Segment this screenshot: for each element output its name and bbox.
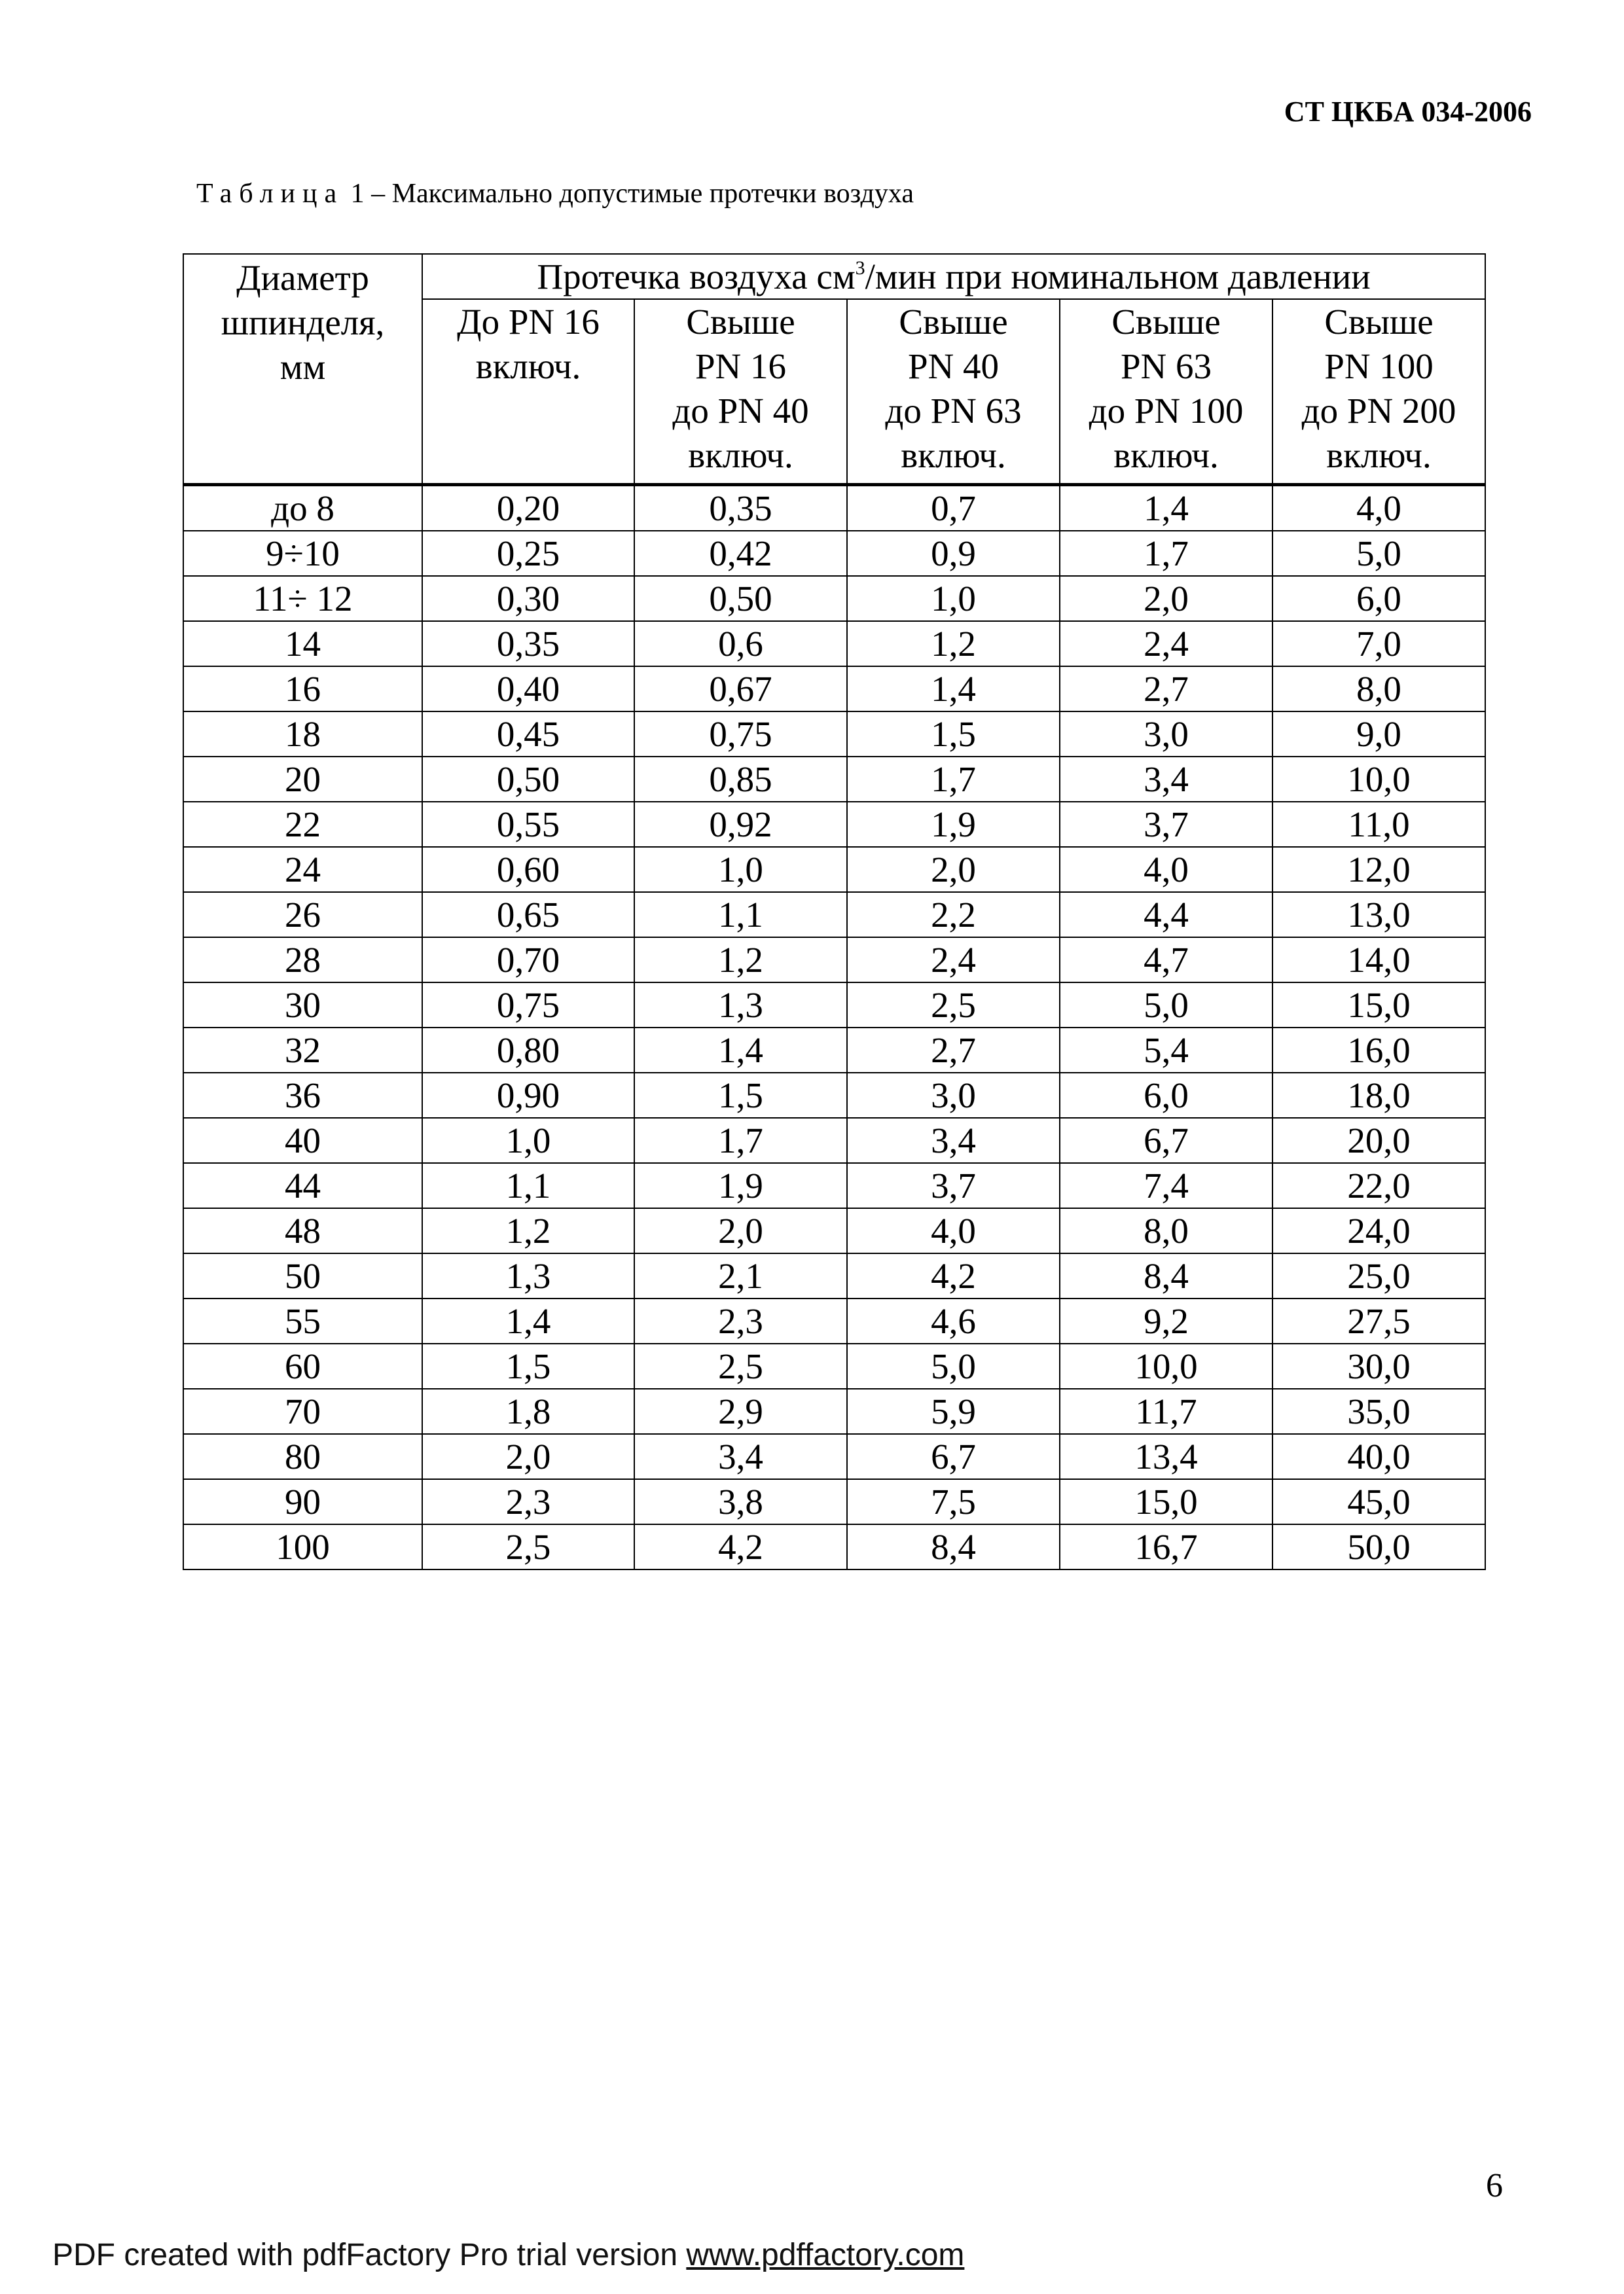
pressure-header-pn40-63: Свыше PN 40 до PN 63 включ. bbox=[847, 299, 1060, 485]
table-row bbox=[183, 982, 1485, 1028]
diameter-cell: 18 bbox=[183, 711, 422, 757]
leakage-value-cell: 2,9 bbox=[634, 1389, 847, 1434]
table-row bbox=[183, 576, 1485, 621]
leakage-table bbox=[183, 253, 1486, 1570]
leakage-value-cell: 0,60 bbox=[422, 847, 634, 892]
leakage-value-cell: 2,0 bbox=[847, 847, 1060, 892]
leakage-value-cell: 1,4 bbox=[422, 1299, 634, 1344]
leakage-value-cell: 4,6 bbox=[847, 1299, 1060, 1344]
diameter-header-line: шпинделя, bbox=[221, 302, 385, 342]
diameter-cell: 14 bbox=[183, 621, 422, 666]
leakage-group-header: Протечка воздуха $см^3$/мин при номинальном давлении bbox=[422, 254, 1485, 299]
table-row bbox=[183, 1208, 1485, 1253]
leakage-value-cell: 0,65 bbox=[422, 892, 634, 937]
leakage-value-cell: 6,7 bbox=[847, 1434, 1060, 1479]
diameter-cell: 22 bbox=[183, 802, 422, 847]
leakage-value-cell: 3,7 bbox=[847, 1163, 1060, 1208]
diameter-header-line: Диаметр bbox=[236, 258, 369, 298]
diameter-cell: 32 bbox=[183, 1028, 422, 1073]
table-row bbox=[183, 892, 1485, 937]
leakage-value-cell: 1,1 bbox=[422, 1163, 634, 1208]
table-row bbox=[183, 531, 1485, 576]
leakage-value-cell: 5,4 bbox=[1060, 1028, 1272, 1073]
leakage-value-cell: 9,2 bbox=[1060, 1299, 1272, 1344]
leakage-value-cell: 9,0 bbox=[1272, 711, 1485, 757]
leakage-value-cell: 1,5 bbox=[422, 1344, 634, 1389]
leakage-value-cell: 8,0 bbox=[1272, 666, 1485, 711]
leakage-value-cell: 35,0 bbox=[1272, 1389, 1485, 1434]
leakage-value-cell: 10,0 bbox=[1060, 1344, 1272, 1389]
pressure-header-pn100-200: Свыше PN 100 до PN 200 включ. bbox=[1272, 299, 1485, 485]
leakage-value-cell: 22,0 bbox=[1272, 1163, 1485, 1208]
leakage-value-cell: 0,55 bbox=[422, 802, 634, 847]
leakage-value-cell: 1,3 bbox=[634, 982, 847, 1028]
table-row bbox=[183, 1479, 1485, 1524]
pressure-header-pn63-100: Свыше PN 63 до PN 100 включ. bbox=[1060, 299, 1272, 485]
leakage-value-cell: 1,2 bbox=[847, 621, 1060, 666]
diameter-cell: до 8 bbox=[183, 485, 422, 531]
leakage-value-cell: 2,5 bbox=[634, 1344, 847, 1389]
caption-dash: – bbox=[364, 179, 392, 209]
diameter-cell: 11÷ 12 bbox=[183, 576, 422, 621]
leakage-value-cell: 11,7 bbox=[1060, 1389, 1272, 1434]
diameter-cell: 36 bbox=[183, 1073, 422, 1118]
diameter-cell: 30 bbox=[183, 982, 422, 1028]
diameter-cell: 60 bbox=[183, 1344, 422, 1389]
leakage-value-cell: 1,0 bbox=[422, 1118, 634, 1163]
leakage-value-cell: 2,1 bbox=[634, 1253, 847, 1299]
leakage-value-cell: 14,0 bbox=[1272, 937, 1485, 982]
leakage-value-cell: 2,5 bbox=[847, 982, 1060, 1028]
document-code: СТ ЦКБА 034-2006 bbox=[1284, 96, 1532, 128]
diameter-cell: 55 bbox=[183, 1299, 422, 1344]
leakage-value-cell: 50,0 bbox=[1272, 1524, 1485, 1569]
table-row bbox=[183, 485, 1485, 531]
leakage-value-cell: 0,80 bbox=[422, 1028, 634, 1073]
leakage-value-cell: 16,0 bbox=[1272, 1028, 1485, 1073]
diameter-cell: 44 bbox=[183, 1163, 422, 1208]
leakage-value-cell: 2,3 bbox=[634, 1299, 847, 1344]
leakage-value-cell: 16,7 bbox=[1060, 1524, 1272, 1569]
table-row bbox=[183, 937, 1485, 982]
leakage-value-cell: 1,7 bbox=[1060, 531, 1272, 576]
leakage-value-cell: 11,0 bbox=[1272, 802, 1485, 847]
leakage-value-cell: 1,1 bbox=[634, 892, 847, 937]
leakage-value-cell: 0,35 bbox=[422, 621, 634, 666]
table-row bbox=[183, 1434, 1485, 1479]
table-row bbox=[183, 1389, 1485, 1434]
leakage-value-cell: 1,2 bbox=[634, 937, 847, 982]
diameter-header bbox=[183, 254, 422, 485]
table-row bbox=[183, 666, 1485, 711]
leakage-value-cell: 4,0 bbox=[847, 1208, 1060, 1253]
leakage-value-cell: 1,3 bbox=[422, 1253, 634, 1299]
diameter-cell: 16 bbox=[183, 666, 422, 711]
table-row bbox=[183, 1524, 1485, 1569]
leakage-value-cell: 7,4 bbox=[1060, 1163, 1272, 1208]
leakage-value-cell: 4,0 bbox=[1272, 485, 1485, 531]
leakage-value-cell: 7,5 bbox=[847, 1479, 1060, 1524]
leakage-value-cell: 1,4 bbox=[634, 1028, 847, 1073]
leakage-value-cell: 20,0 bbox=[1272, 1118, 1485, 1163]
caption-label: Таблица bbox=[196, 179, 344, 209]
leakage-value-cell: 0,85 bbox=[634, 757, 847, 802]
leakage-value-cell: 1,9 bbox=[634, 1163, 847, 1208]
table-row bbox=[183, 1163, 1485, 1208]
leakage-value-cell: 1,8 bbox=[422, 1389, 634, 1434]
leakage-value-cell: 24,0 bbox=[1272, 1208, 1485, 1253]
leakage-value-cell: 1,0 bbox=[847, 576, 1060, 621]
diameter-cell: 50 bbox=[183, 1253, 422, 1299]
diameter-header-line: мм bbox=[280, 347, 326, 387]
caption-number: 1 bbox=[350, 179, 365, 209]
leakage-value-cell: 0,42 bbox=[634, 531, 847, 576]
leakage-value-cell: 0,45 bbox=[422, 711, 634, 757]
leakage-value-cell: 0,90 bbox=[422, 1073, 634, 1118]
leakage-value-cell: 0,7 bbox=[847, 485, 1060, 531]
leakage-value-cell: 0,20 bbox=[422, 485, 634, 531]
table-row bbox=[183, 847, 1485, 892]
leakage-value-cell: 0,70 bbox=[422, 937, 634, 982]
leakage-value-cell: 8,0 bbox=[1060, 1208, 1272, 1253]
leakage-value-cell: 0,67 bbox=[634, 666, 847, 711]
leakage-value-cell: 1,5 bbox=[847, 711, 1060, 757]
leakage-value-cell: 4,7 bbox=[1060, 937, 1272, 982]
leakage-value-cell: 45,0 bbox=[1272, 1479, 1485, 1524]
diameter-cell: 9÷10 bbox=[183, 531, 422, 576]
table-row bbox=[183, 757, 1485, 802]
leakage-value-cell: 2,7 bbox=[847, 1028, 1060, 1073]
table-row bbox=[183, 1028, 1485, 1073]
leakage-value-cell: 5,9 bbox=[847, 1389, 1060, 1434]
leakage-value-cell: 1,9 bbox=[847, 802, 1060, 847]
leakage-value-cell: 2,5 bbox=[422, 1524, 634, 1569]
leakage-value-cell: 7,0 bbox=[1272, 621, 1485, 666]
leakage-value-cell: 30,0 bbox=[1272, 1344, 1485, 1389]
leakage-value-cell: 5,0 bbox=[847, 1344, 1060, 1389]
footer-link[interactable]: www.pdffactory.com bbox=[686, 2238, 965, 2272]
diameter-cell: 40 bbox=[183, 1118, 422, 1163]
leakage-value-cell: 3,4 bbox=[847, 1118, 1060, 1163]
leakage-value-cell: 4,2 bbox=[634, 1524, 847, 1569]
table-row bbox=[183, 802, 1485, 847]
leakage-value-cell: 0,9 bbox=[847, 531, 1060, 576]
diameter-cell: 28 bbox=[183, 937, 422, 982]
leakage-value-cell: 8,4 bbox=[847, 1524, 1060, 1569]
table-row bbox=[183, 1344, 1485, 1389]
leakage-value-cell: 40,0 bbox=[1272, 1434, 1485, 1479]
diameter-cell: 48 bbox=[183, 1208, 422, 1253]
leakage-value-cell: 0,30 bbox=[422, 576, 634, 621]
diameter-cell: 70 bbox=[183, 1389, 422, 1434]
leakage-value-cell: 2,3 bbox=[422, 1479, 634, 1524]
leakage-value-cell: 10,0 bbox=[1272, 757, 1485, 802]
leakage-value-cell: 13,4 bbox=[1060, 1434, 1272, 1479]
unit-superscript: 3 bbox=[855, 257, 865, 279]
leakage-value-cell: 0,25 bbox=[422, 531, 634, 576]
leakage-value-cell: 1,5 bbox=[634, 1073, 847, 1118]
leakage-value-cell: 4,2 bbox=[847, 1253, 1060, 1299]
table-row bbox=[183, 711, 1485, 757]
leakage-value-cell: 1,2 bbox=[422, 1208, 634, 1253]
table-body bbox=[183, 485, 1485, 1570]
leakage-value-cell: 27,5 bbox=[1272, 1299, 1485, 1344]
leakage-value-cell: 2,4 bbox=[1060, 621, 1272, 666]
leakage-value-cell: 0,35 bbox=[634, 485, 847, 531]
table-row bbox=[183, 1073, 1485, 1118]
leakage-value-cell: 1,0 bbox=[634, 847, 847, 892]
pdf-footer bbox=[52, 2237, 964, 2273]
leakage-value-cell: 8,4 bbox=[1060, 1253, 1272, 1299]
diameter-cell: 90 bbox=[183, 1479, 422, 1524]
pressure-header-pn16-40: Свыше PN 16 до PN 40 включ. bbox=[634, 299, 847, 485]
leakage-value-cell: 25,0 bbox=[1272, 1253, 1485, 1299]
leakage-value-cell: 0,40 bbox=[422, 666, 634, 711]
diameter-cell: 80 bbox=[183, 1434, 422, 1479]
leakage-value-cell: 0,6 bbox=[634, 621, 847, 666]
leakage-value-cell: 2,0 bbox=[422, 1434, 634, 1479]
leakage-value-cell: 15,0 bbox=[1060, 1479, 1272, 1524]
table-row bbox=[183, 1253, 1485, 1299]
table-row bbox=[183, 621, 1485, 666]
leakage-value-cell: 3,0 bbox=[847, 1073, 1060, 1118]
leakage-value-cell: 6,0 bbox=[1060, 1073, 1272, 1118]
leakage-value-cell: 3,4 bbox=[634, 1434, 847, 1479]
table-caption bbox=[196, 178, 914, 209]
leakage-value-cell: 1,7 bbox=[634, 1118, 847, 1163]
table-row bbox=[183, 1299, 1485, 1344]
leakage-value-cell: 12,0 bbox=[1272, 847, 1485, 892]
leakage-value-cell: 13,0 bbox=[1272, 892, 1485, 937]
leakage-value-cell: 3,8 bbox=[634, 1479, 847, 1524]
caption-text: Максимально допустимые протечки воздуха bbox=[391, 179, 914, 209]
leakage-value-cell: 0,92 bbox=[634, 802, 847, 847]
leakage-value-cell: 2,0 bbox=[634, 1208, 847, 1253]
leakage-value-cell: 0,75 bbox=[634, 711, 847, 757]
page-number: 6 bbox=[1486, 2167, 1503, 2204]
leakage-value-cell: 3,0 bbox=[1060, 711, 1272, 757]
leakage-value-cell: 1,7 bbox=[847, 757, 1060, 802]
leakage-value-cell: 0,50 bbox=[422, 757, 634, 802]
leakage-value-cell: 18,0 bbox=[1272, 1073, 1485, 1118]
leakage-value-cell: 0,50 bbox=[634, 576, 847, 621]
leakage-value-cell: 0,75 bbox=[422, 982, 634, 1028]
diameter-cell: 24 bbox=[183, 847, 422, 892]
leakage-value-cell: 5,0 bbox=[1060, 982, 1272, 1028]
diameter-cell: 20 bbox=[183, 757, 422, 802]
leakage-value-cell: 1,4 bbox=[847, 666, 1060, 711]
leakage-value-cell: 2,4 bbox=[847, 937, 1060, 982]
footer-text: PDF created with pdfFactory Pro trial version bbox=[52, 2238, 687, 2272]
leakage-value-cell: 15,0 bbox=[1272, 982, 1485, 1028]
leakage-value-cell: 5,0 bbox=[1272, 531, 1485, 576]
leakage-value-cell: 3,4 bbox=[1060, 757, 1272, 802]
leakage-value-cell: 6,0 bbox=[1272, 576, 1485, 621]
diameter-cell: 26 bbox=[183, 892, 422, 937]
leakage-value-cell: 3,7 bbox=[1060, 802, 1272, 847]
leakage-value-cell: 4,4 bbox=[1060, 892, 1272, 937]
leakage-value-cell: 2,0 bbox=[1060, 576, 1272, 621]
leakage-value-cell: 2,7 bbox=[1060, 666, 1272, 711]
leakage-value-cell: 2,2 bbox=[847, 892, 1060, 937]
diameter-cell: 100 bbox=[183, 1524, 422, 1569]
leakage-value-cell: 1,4 bbox=[1060, 485, 1272, 531]
table-row bbox=[183, 1118, 1485, 1163]
pressure-header-pn16: До PN 16 включ. bbox=[422, 299, 634, 485]
leakage-value-cell: 4,0 bbox=[1060, 847, 1272, 892]
leakage-value-cell: 6,7 bbox=[1060, 1118, 1272, 1163]
